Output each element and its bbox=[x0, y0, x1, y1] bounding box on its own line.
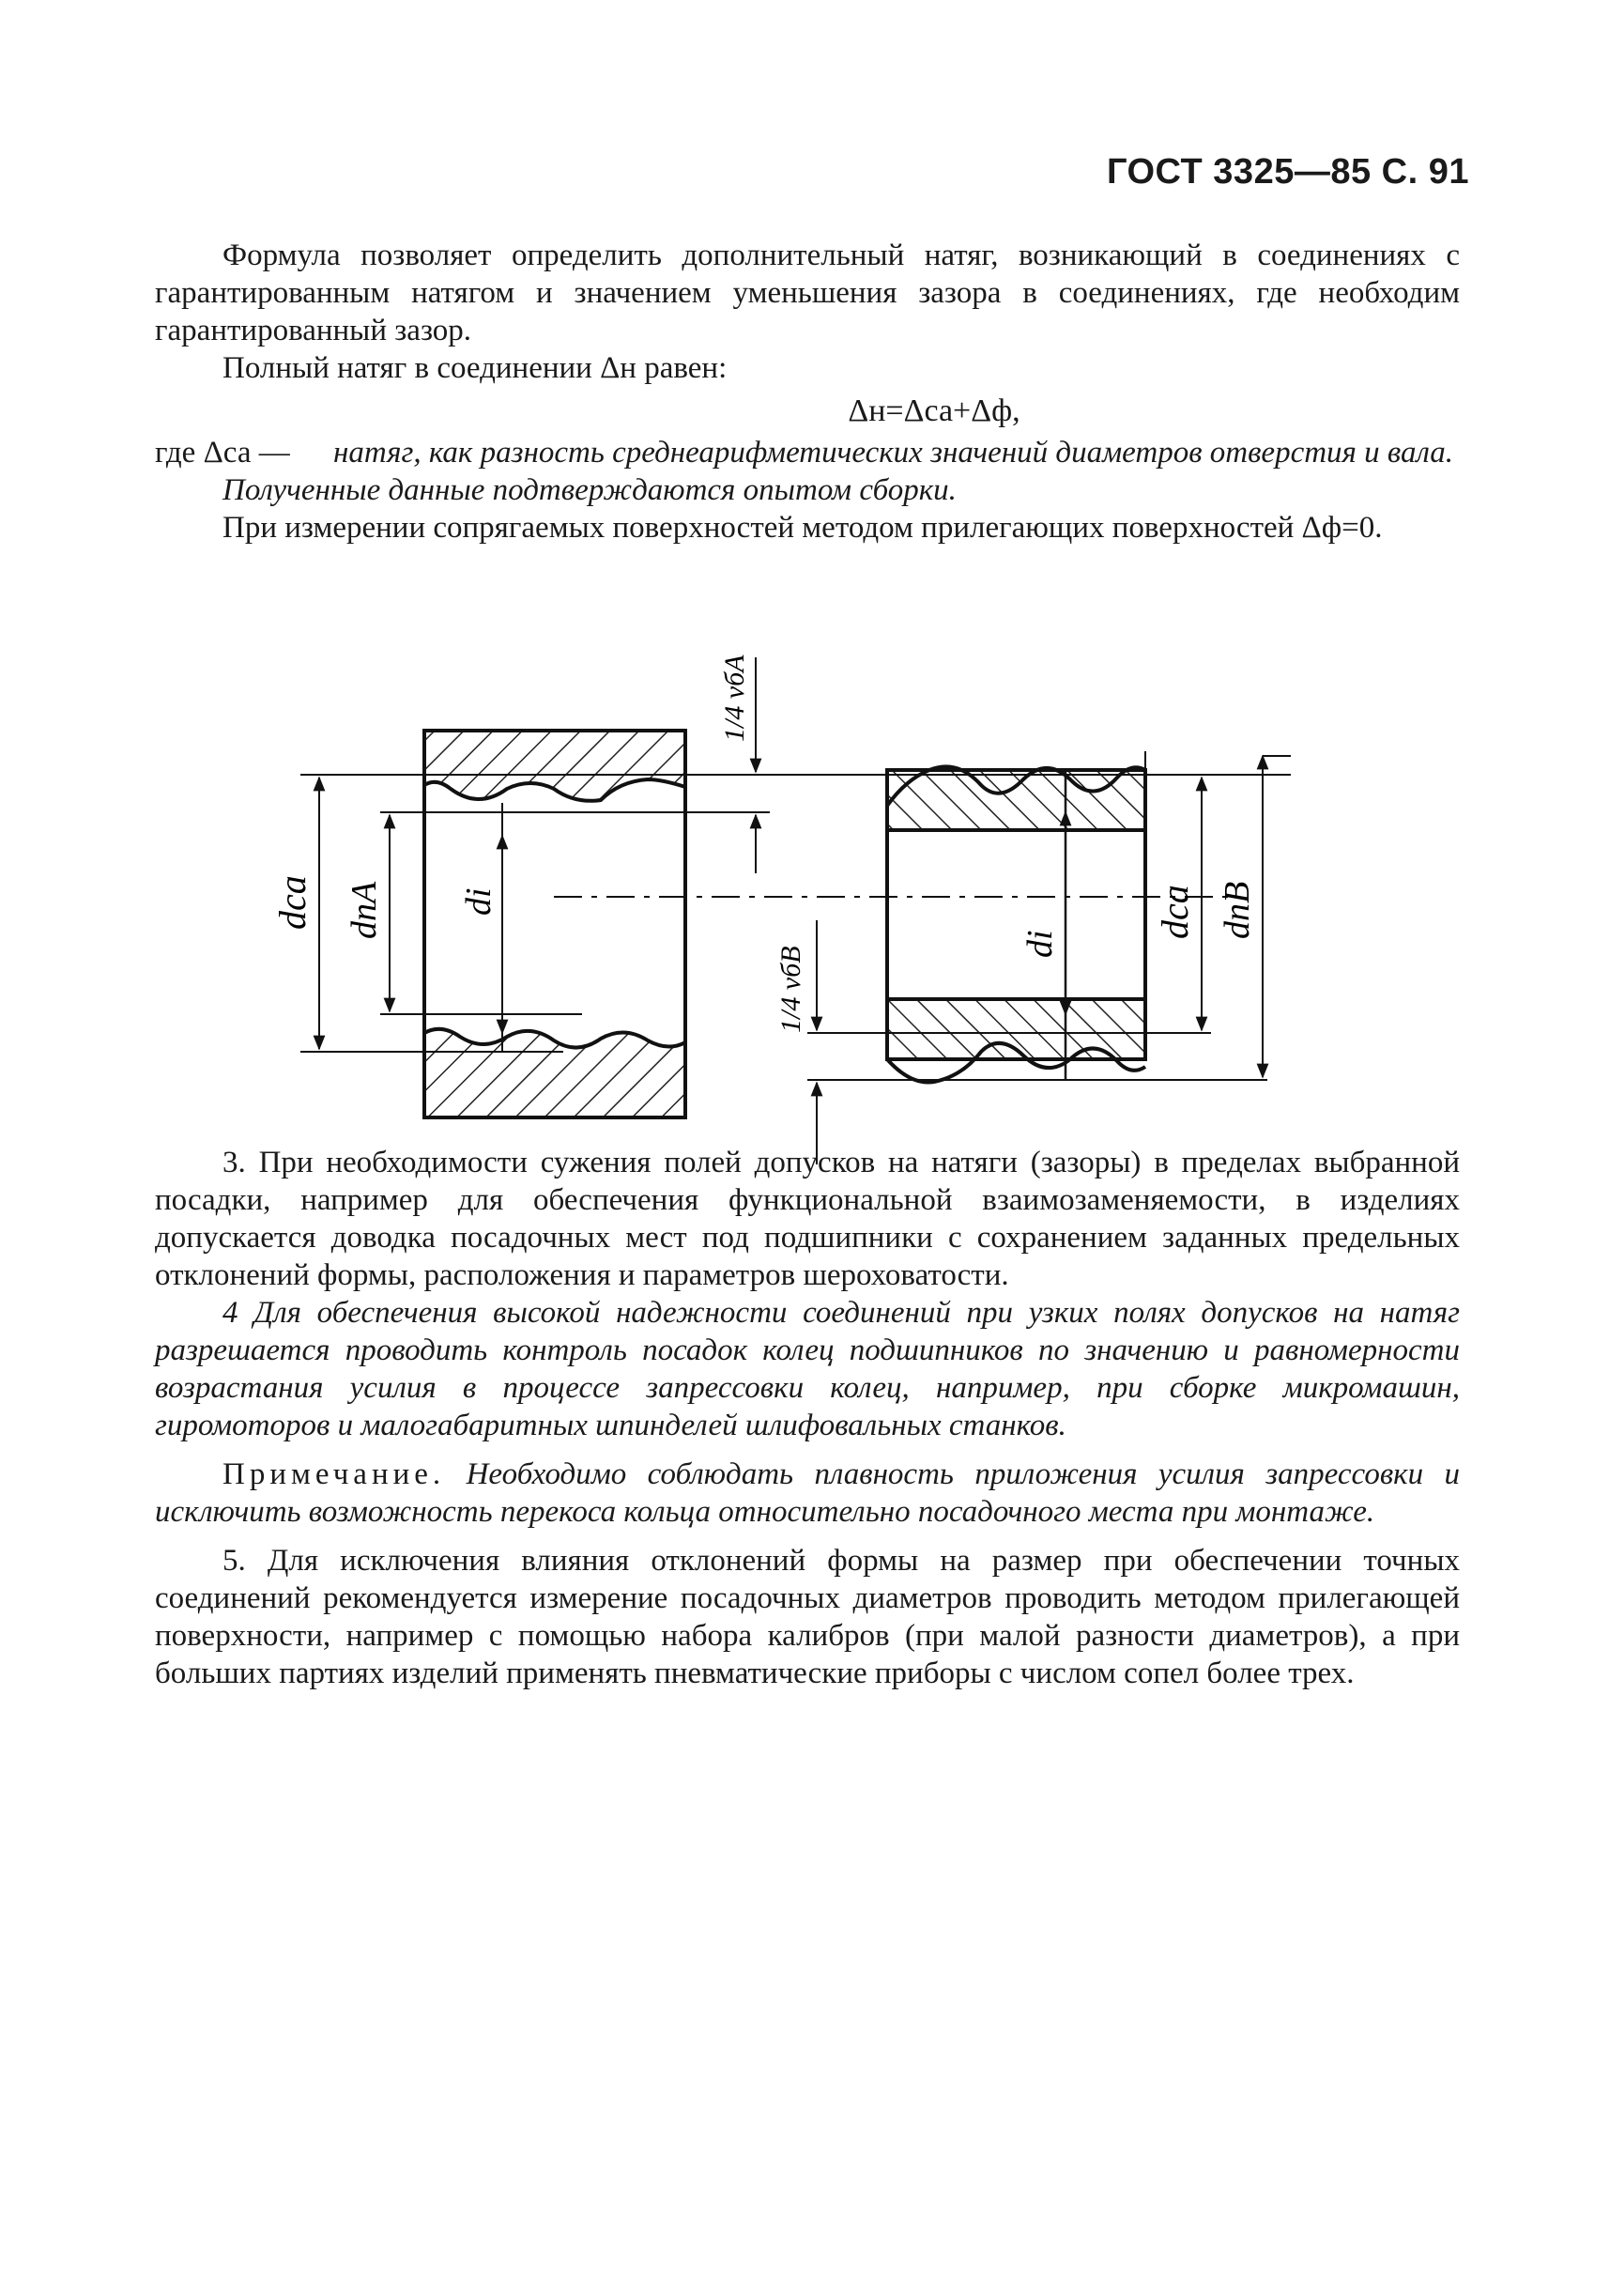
intro-text-block bbox=[155, 237, 1460, 547]
formula: Δн=Δса+Δф, bbox=[848, 393, 1020, 428]
label-di-left: di bbox=[459, 887, 498, 916]
label-dn-left: dпA bbox=[345, 881, 384, 939]
formula-legend bbox=[155, 434, 1460, 471]
fit-measurement-diagram bbox=[0, 639, 1610, 1164]
paragraph-confirmed: Полученные данные подтверждаются опытом сборки. bbox=[222, 473, 957, 507]
left-part-ring bbox=[424, 731, 685, 1117]
label-dn-right: dпB bbox=[1218, 881, 1257, 939]
item-3: 3. При необходимости сужения полей допусков на натяги (зазоры) в пределах выбранной посадки, например для обеспечения функциональной взаимозаменяемости, в изделиях допускается доводка посадочных мест под подшипники с сохранением заданных предельных отклонений формы, расположения и параметров шероховатости. bbox=[155, 1146, 1460, 1292]
dimension-labels bbox=[271, 655, 1257, 1033]
label-di-right: di bbox=[1020, 930, 1060, 958]
page-header: ГОСТ 3325—85 С. 91 bbox=[1106, 152, 1469, 192]
label-dca-right: dca bbox=[1154, 885, 1196, 939]
paragraph-formula-intro: Формула позволяет определить дополнительный натяг, возникающий в соединениях с гарантированным натягом и значением уменьшения зазора в соединениях, где необходим гарантированный зазор. bbox=[155, 239, 1460, 347]
item-5: 5. Для исключения влияния отклонений формы на размер при обеспечении точных соединений рекомендуется измерение посадочных диаметров проводить методом прилегающей поверхности, например с помощью набора калибров (при малой разности диаметров), а при больших партиях изделий применять пневматические приборы с числом сопел более трех. bbox=[155, 1544, 1460, 1690]
note bbox=[155, 1456, 1460, 1531]
paragraph-adjacent-surfaces: При измерении сопрягаемых поверхностей методом прилегающих поверхностей Δф=0. bbox=[222, 511, 1383, 545]
main-text-block bbox=[155, 1144, 1460, 1692]
legend-definition: натяг, как разность среднеарифметических значений диаметров отверстия и вала. bbox=[333, 436, 1454, 470]
label-dca-left: dca bbox=[271, 875, 314, 930]
note-label: Примечание. bbox=[222, 1457, 446, 1491]
label-rv-a: 1/4 vбA bbox=[719, 655, 750, 742]
label-rv-b: 1/4 vбB bbox=[775, 946, 806, 1033]
legend-symbol: где Δса — bbox=[155, 436, 290, 470]
note-text: Необходимо соблюдать плавность приложения усилия запрессовки и исключить возможность перекоса кольца относительно посадочного места при монтаже. bbox=[155, 1457, 1460, 1529]
left-top-wall bbox=[424, 731, 685, 801]
left-bottom-wall bbox=[424, 1029, 685, 1117]
paragraph-full-interference: Полный натяг в соединении Δн равен: bbox=[222, 351, 728, 385]
item-4: 4 Для обеспечения высокой надежности соединений при узких полях допусков на натяг разрешается проводить контроль посадок колец подшипников по значению и равномерности возрастания усилия в процессе запрессовки колец, например, при сборке микромашин, гиромоторов и малогабаритных шпинделей шлифовальных станков. bbox=[155, 1296, 1460, 1442]
